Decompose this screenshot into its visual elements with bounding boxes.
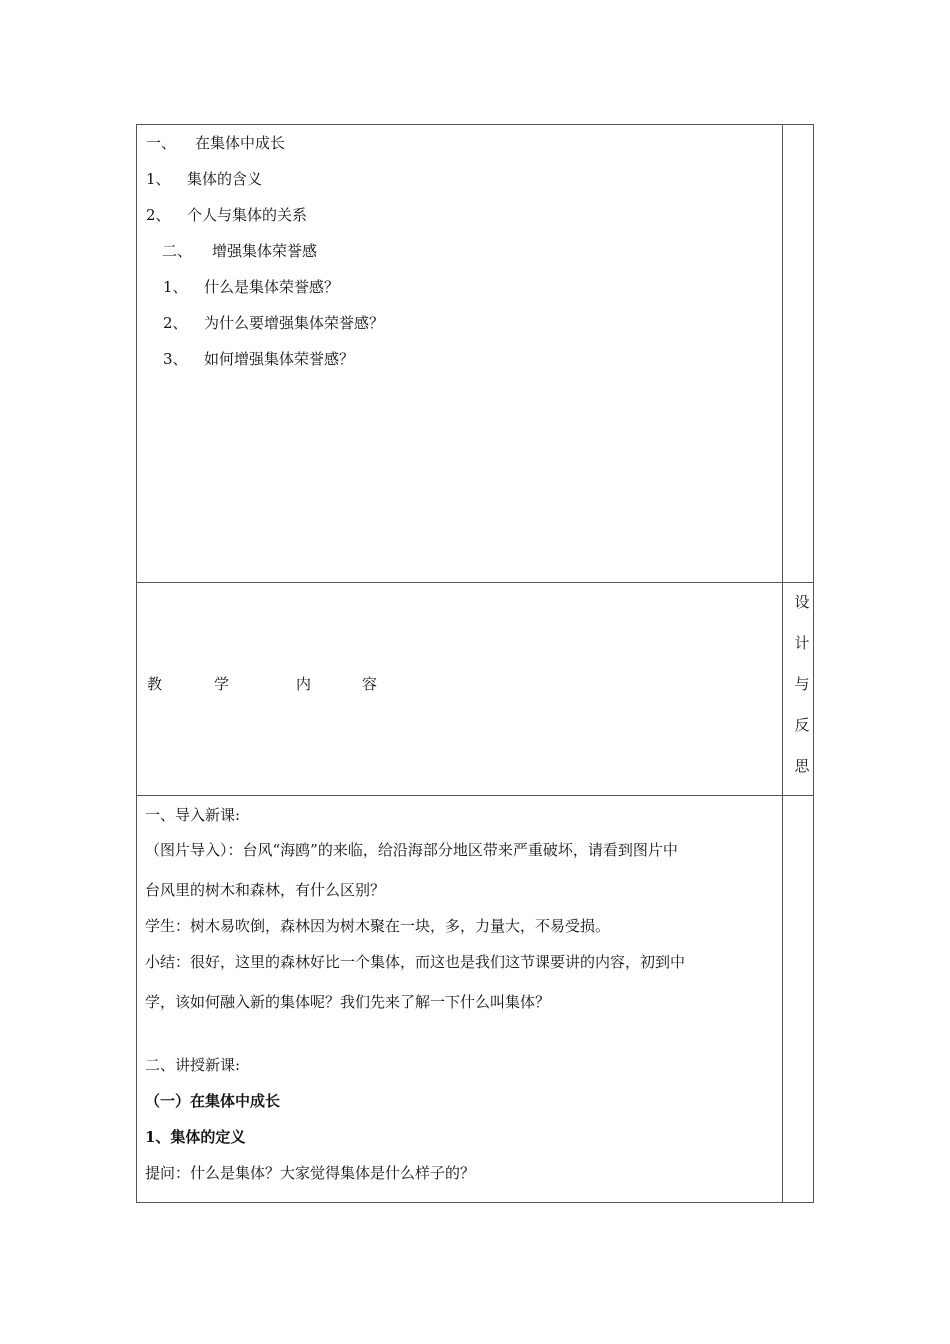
summary-paragraph: 学，该如何融入新的集体呢？我们先来了解一下什么叫集体？ — [145, 993, 551, 1011]
outline-text: 个人与集体的关系 — [187, 206, 308, 224]
outline-text: 如何增强集体荣誉感？ — [204, 350, 355, 368]
outline-num: 3、 — [163, 350, 188, 368]
header-content-char: 教 — [147, 675, 163, 693]
student-answer: 学生：树木易吹倒，森林因为树木聚在一块，多，力量大，不易受损。 — [145, 917, 611, 935]
outline-text: 什么是集体荣誉感？ — [204, 278, 340, 296]
outline-text: 增强集体荣誉感 — [212, 242, 318, 260]
side-header-char: 思 — [794, 757, 810, 775]
side-header-char: 设 — [794, 593, 810, 611]
outline-num: 2、 — [163, 314, 188, 332]
side-header-char: 计 — [794, 634, 810, 652]
intro-paragraph: 台风里的树木和森林，有什么区别？ — [145, 881, 386, 899]
outline-num: 1、 — [163, 278, 188, 296]
header-content-char: 容 — [362, 675, 378, 693]
header-content-char: 学 — [214, 675, 230, 693]
lesson-plan-table — [136, 124, 814, 1203]
header-content-char: 内 — [296, 675, 312, 693]
column-divider — [782, 125, 783, 1202]
outline-num: 二、 — [162, 242, 193, 260]
teach-heading: 二、讲授新课: — [145, 1056, 241, 1074]
outline-text: 为什么要增强集体荣誉感？ — [204, 314, 385, 332]
side-header-char: 反 — [794, 716, 810, 734]
intro-heading: 一、导入新课: — [145, 806, 241, 824]
outline-text: 在集体中成长 — [195, 134, 286, 152]
row-divider-2 — [137, 795, 813, 796]
question: 提问：什么是集体？大家觉得集体是什么样子的？ — [145, 1164, 476, 1182]
side-header-char: 与 — [794, 675, 810, 693]
outline-num: 1、 — [146, 170, 171, 188]
outline-text: 集体的含义 — [187, 170, 263, 188]
section-title: （一）在集体中成长 — [145, 1092, 281, 1110]
outline-num: 2、 — [146, 206, 171, 224]
outline-num: 一、 — [146, 134, 177, 152]
intro-paragraph: （图片导入）：台风“海鸥”的来临，给沿海部分地区带来严重破坏，请看到图片中 — [145, 841, 678, 859]
row-divider-1 — [137, 582, 813, 583]
sub-title: 1、集体的定义 — [145, 1128, 246, 1146]
summary-paragraph: 小结：很好，这里的森林好比一个集体，而这也是我们这节课要讲的内容，初到中 — [145, 953, 686, 971]
